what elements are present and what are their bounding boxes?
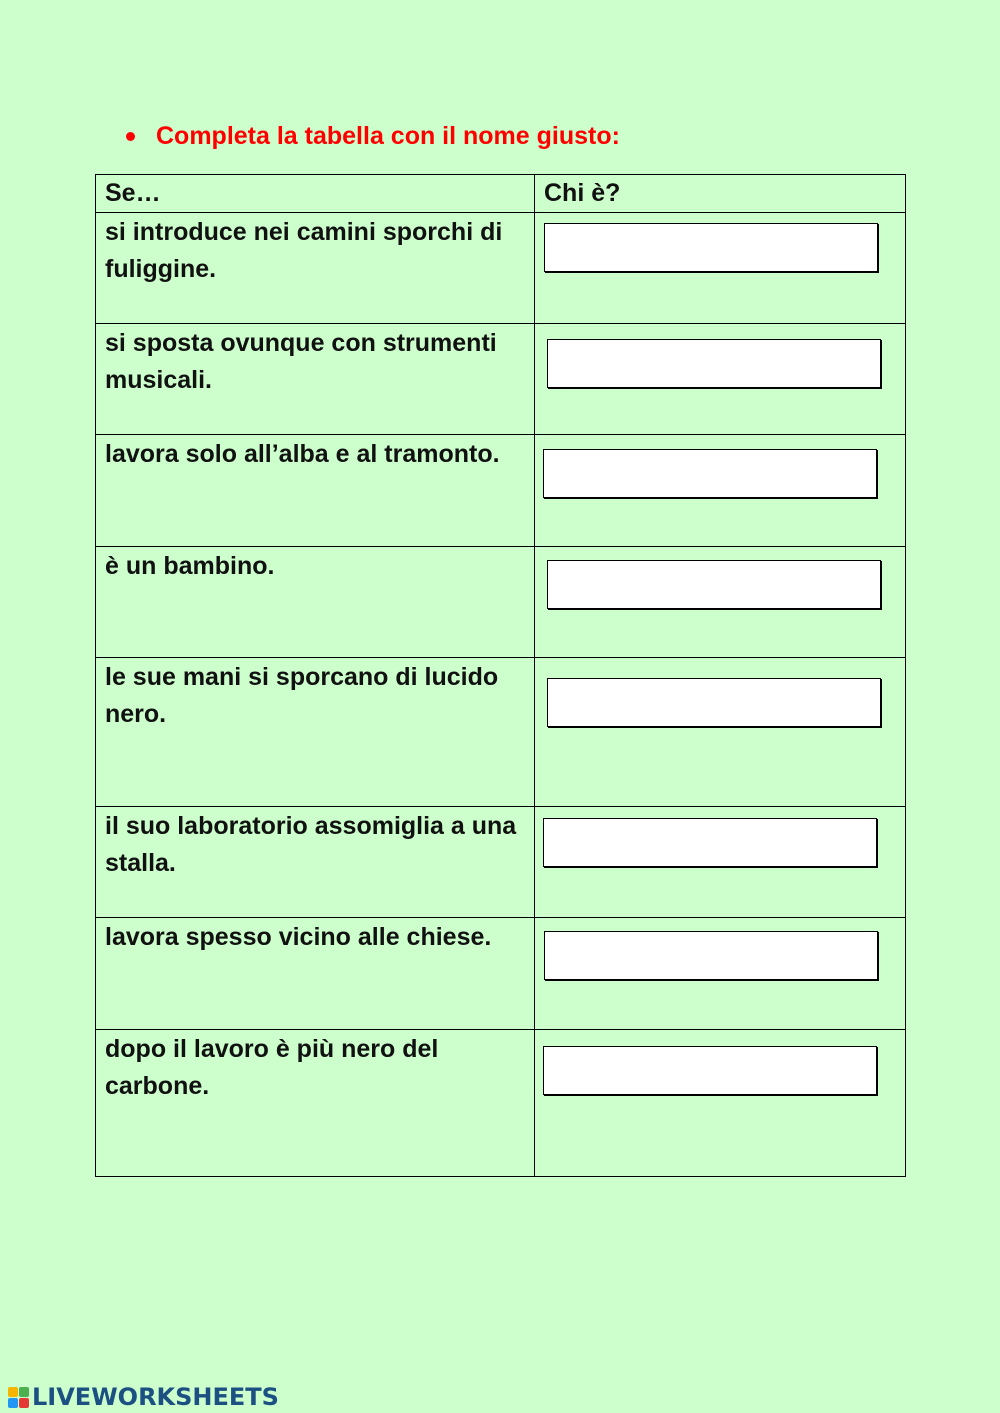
answer-input[interactable] xyxy=(544,931,878,980)
table-row xyxy=(96,918,906,1030)
header-se: Se… xyxy=(96,175,535,213)
answer-cell xyxy=(535,918,906,1030)
table-row xyxy=(96,213,906,324)
answer-input[interactable] xyxy=(544,223,878,272)
question-cell: dopo il lavoro è più nero del carbone. xyxy=(96,1030,535,1177)
header-chi-e: Chi è? xyxy=(535,175,906,213)
instruction-text: Completa la tabella con il nome giusto: xyxy=(156,122,620,150)
question-cell: le sue mani si sporcano di lucido nero. xyxy=(96,658,535,807)
question-cell: lavora solo all’alba e al tramonto. xyxy=(96,435,535,547)
answer-cell xyxy=(535,1030,906,1177)
answer-input[interactable] xyxy=(543,1046,877,1095)
answer-input[interactable] xyxy=(547,339,881,388)
table-row xyxy=(96,807,906,918)
liveworksheets-logo xyxy=(8,1383,279,1411)
logo-text: LIVEWORKSHEETS xyxy=(32,1383,279,1411)
table-header-row xyxy=(96,175,906,213)
answer-cell xyxy=(535,807,906,918)
table-row xyxy=(96,547,906,658)
table-row xyxy=(96,435,906,547)
answer-cell xyxy=(535,435,906,547)
answer-cell xyxy=(535,324,906,435)
logo-blocks-icon xyxy=(8,1387,29,1408)
answer-input[interactable] xyxy=(543,449,877,498)
answer-input[interactable] xyxy=(547,678,881,727)
answer-cell xyxy=(535,213,906,324)
question-cell: lavora spesso vicino alle chiese. xyxy=(96,918,535,1030)
answer-cell xyxy=(535,547,906,658)
answer-cell xyxy=(535,658,906,807)
table-row xyxy=(96,1030,906,1177)
table-row xyxy=(96,658,906,807)
worksheet-table xyxy=(95,174,906,1177)
answer-input[interactable] xyxy=(543,818,877,867)
answer-input[interactable] xyxy=(547,560,881,609)
bullet-icon xyxy=(126,132,135,141)
question-cell: il suo laboratorio assomiglia a una stalla. xyxy=(96,807,535,918)
question-cell: si sposta ovunque con strumenti musicali. xyxy=(96,324,535,435)
table-row xyxy=(96,324,906,435)
instruction xyxy=(126,122,620,151)
question-cell: si introduce nei camini sporchi di fuliggine. xyxy=(96,213,535,324)
question-cell: è un bambino. xyxy=(96,547,535,658)
